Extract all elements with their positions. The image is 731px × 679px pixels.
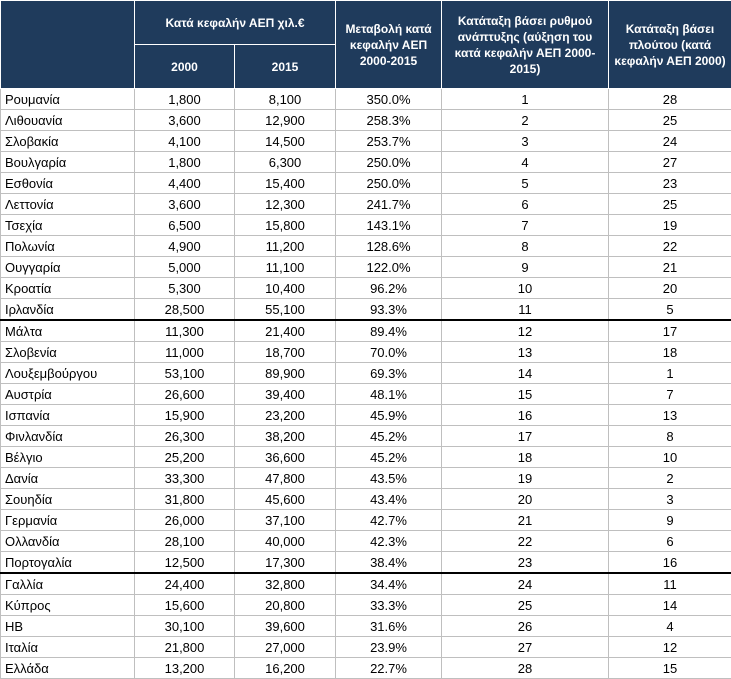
change-cell: 96.2% — [336, 278, 442, 299]
rank-wealth-cell: 11 — [609, 573, 731, 595]
rank-growth-cell: 21 — [442, 510, 609, 531]
gdp-2015-cell: 18,700 — [235, 342, 336, 363]
gdp-2015-cell: 40,000 — [235, 531, 336, 552]
rank-growth-cell: 5 — [442, 173, 609, 194]
country-cell: Βουλγαρία — [1, 152, 135, 173]
rank-wealth-cell: 21 — [609, 257, 731, 278]
gdp-2000-cell: 28,500 — [135, 299, 235, 321]
rank-growth-cell: 12 — [442, 320, 609, 342]
country-cell: ΗΒ — [1, 616, 135, 637]
rank-growth-cell: 9 — [442, 257, 609, 278]
country-cell: Πολωνία — [1, 236, 135, 257]
gdp-2015-cell: 38,200 — [235, 426, 336, 447]
table-row — [1, 552, 731, 574]
table-row — [1, 173, 731, 194]
gdp-2000-cell: 15,900 — [135, 405, 235, 426]
gdp-2015-cell: 6,300 — [235, 152, 336, 173]
rank-wealth-cell: 5 — [609, 299, 731, 321]
country-cell: Σουηδία — [1, 489, 135, 510]
gdp-2015-cell: 37,100 — [235, 510, 336, 531]
change-cell: 43.5% — [336, 468, 442, 489]
gdp-2015-cell: 12,300 — [235, 194, 336, 215]
gdp-2000-cell: 26,300 — [135, 426, 235, 447]
rank-wealth-cell: 24 — [609, 131, 731, 152]
rank-growth-cell: 11 — [442, 299, 609, 321]
gdp-2015-cell: 11,200 — [235, 236, 336, 257]
rank-wealth-cell: 10 — [609, 447, 731, 468]
gdp-2000-cell: 4,100 — [135, 131, 235, 152]
country-cell: Σλοβενία — [1, 342, 135, 363]
gdp-2000-cell: 3,600 — [135, 194, 235, 215]
rank-growth-cell: 22 — [442, 531, 609, 552]
header-year-2000: 2000 — [135, 45, 235, 89]
country-cell: Γερμανία — [1, 510, 135, 531]
country-cell: Ισπανία — [1, 405, 135, 426]
table-row — [1, 320, 731, 342]
gdp-2015-cell: 8,100 — [235, 89, 336, 110]
table-row — [1, 278, 731, 299]
rank-wealth-cell: 28 — [609, 89, 731, 110]
rank-growth-cell: 19 — [442, 468, 609, 489]
country-cell: Κροατία — [1, 278, 135, 299]
change-cell: 258.3% — [336, 110, 442, 131]
gdp-2015-cell: 14,500 — [235, 131, 336, 152]
country-cell: Ελλάδα — [1, 658, 135, 679]
change-cell: 241.7% — [336, 194, 442, 215]
table-row — [1, 299, 731, 321]
rank-wealth-cell: 27 — [609, 152, 731, 173]
change-cell: 31.6% — [336, 616, 442, 637]
change-cell: 93.3% — [336, 299, 442, 321]
rank-wealth-cell: 23 — [609, 173, 731, 194]
change-cell: 43.4% — [336, 489, 442, 510]
table-row — [1, 363, 731, 384]
rank-wealth-cell: 9 — [609, 510, 731, 531]
change-cell: 70.0% — [336, 342, 442, 363]
gdp-2000-cell: 25,200 — [135, 447, 235, 468]
change-cell: 250.0% — [336, 173, 442, 194]
gdp-2015-cell: 16,200 — [235, 658, 336, 679]
gdp-2000-cell: 3,600 — [135, 110, 235, 131]
country-cell: Γαλλία — [1, 573, 135, 595]
rank-wealth-cell: 7 — [609, 384, 731, 405]
header-change: Μεταβολή κατά κεφαλήν ΑΕΠ 2000-2015 — [336, 1, 442, 89]
country-cell: Ιταλία — [1, 637, 135, 658]
gdp-2000-cell: 28,100 — [135, 531, 235, 552]
change-cell: 42.7% — [336, 510, 442, 531]
change-cell: 38.4% — [336, 552, 442, 574]
table-row — [1, 510, 731, 531]
rank-wealth-cell: 1 — [609, 363, 731, 384]
rank-growth-cell: 24 — [442, 573, 609, 595]
rank-growth-cell: 13 — [442, 342, 609, 363]
rank-growth-cell: 14 — [442, 363, 609, 384]
rank-wealth-cell: 6 — [609, 531, 731, 552]
change-cell: 89.4% — [336, 320, 442, 342]
country-cell: Εσθονία — [1, 173, 135, 194]
table-row — [1, 215, 731, 236]
gdp-2000-cell: 1,800 — [135, 152, 235, 173]
rank-growth-cell: 7 — [442, 215, 609, 236]
table-row — [1, 489, 731, 510]
rank-wealth-cell: 25 — [609, 110, 731, 131]
country-cell: Λεττονία — [1, 194, 135, 215]
table-row — [1, 447, 731, 468]
rank-growth-cell: 16 — [442, 405, 609, 426]
rank-growth-cell: 17 — [442, 426, 609, 447]
table-row — [1, 637, 731, 658]
table-row — [1, 426, 731, 447]
header-rank-growth: Κατάταξη βάσει ρυθμού ανάπτυξης (αύξηση του κατά κεφαλήν ΑΕΠ 2000-2015) — [442, 1, 609, 89]
change-cell: 69.3% — [336, 363, 442, 384]
gdp-2000-cell: 24,400 — [135, 573, 235, 595]
rank-growth-cell: 4 — [442, 152, 609, 173]
country-cell: Βέλγιο — [1, 447, 135, 468]
change-cell: 45.9% — [336, 405, 442, 426]
gdp-2015-cell: 55,100 — [235, 299, 336, 321]
rank-growth-cell: 6 — [442, 194, 609, 215]
gdp-2000-cell: 13,200 — [135, 658, 235, 679]
gdp-2000-cell: 26,600 — [135, 384, 235, 405]
table-row — [1, 405, 731, 426]
table-row — [1, 89, 731, 110]
rank-growth-cell: 27 — [442, 637, 609, 658]
change-cell: 128.6% — [336, 236, 442, 257]
table-row — [1, 194, 731, 215]
table-row — [1, 658, 731, 679]
rank-wealth-cell: 14 — [609, 595, 731, 616]
change-cell: 33.3% — [336, 595, 442, 616]
change-cell: 48.1% — [336, 384, 442, 405]
country-cell: Μάλτα — [1, 320, 135, 342]
table-row — [1, 110, 731, 131]
gdp-2000-cell: 11,300 — [135, 320, 235, 342]
rank-wealth-cell: 4 — [609, 616, 731, 637]
country-cell: Πορτογαλία — [1, 552, 135, 574]
gdp-2015-cell: 39,400 — [235, 384, 336, 405]
gdp-2015-cell: 27,000 — [235, 637, 336, 658]
gdp-2015-cell: 15,400 — [235, 173, 336, 194]
rank-wealth-cell: 18 — [609, 342, 731, 363]
change-cell: 45.2% — [336, 447, 442, 468]
gdp-2000-cell: 21,800 — [135, 637, 235, 658]
gdp-2015-cell: 20,800 — [235, 595, 336, 616]
country-cell: Ουγγαρία — [1, 257, 135, 278]
change-cell: 350.0% — [336, 89, 442, 110]
gdp-2000-cell: 12,500 — [135, 552, 235, 574]
rank-growth-cell: 26 — [442, 616, 609, 637]
table-row — [1, 595, 731, 616]
rank-growth-cell: 15 — [442, 384, 609, 405]
gdp-2015-cell: 17,300 — [235, 552, 336, 574]
rank-wealth-cell: 17 — [609, 320, 731, 342]
rank-wealth-cell: 2 — [609, 468, 731, 489]
rank-growth-cell: 10 — [442, 278, 609, 299]
gdp-2015-cell: 36,600 — [235, 447, 336, 468]
change-cell: 253.7% — [336, 131, 442, 152]
gdp-2015-cell: 10,400 — [235, 278, 336, 299]
gdp-2015-cell: 45,600 — [235, 489, 336, 510]
country-cell: Ρουμανία — [1, 89, 135, 110]
rank-wealth-cell: 25 — [609, 194, 731, 215]
rank-wealth-cell: 8 — [609, 426, 731, 447]
gdp-2000-cell: 31,800 — [135, 489, 235, 510]
gdp-2000-cell: 15,600 — [135, 595, 235, 616]
gdp-2015-cell: 23,200 — [235, 405, 336, 426]
rank-growth-cell: 20 — [442, 489, 609, 510]
gdp-2000-cell: 6,500 — [135, 215, 235, 236]
change-cell: 122.0% — [336, 257, 442, 278]
gdp-2015-cell: 21,400 — [235, 320, 336, 342]
country-cell: Αυστρία — [1, 384, 135, 405]
header-rank-wealth: Κατάταξη βάσει πλούτου (κατά κεφαλήν ΑΕΠ 2000) — [609, 1, 731, 89]
table-row — [1, 384, 731, 405]
table-row — [1, 573, 731, 595]
rank-growth-cell: 8 — [442, 236, 609, 257]
table-row — [1, 616, 731, 637]
change-cell: 34.4% — [336, 573, 442, 595]
country-cell: Λουξεμβούργου — [1, 363, 135, 384]
gdp-2015-cell: 47,800 — [235, 468, 336, 489]
change-cell: 250.0% — [336, 152, 442, 173]
table-body — [1, 89, 731, 679]
rank-wealth-cell: 13 — [609, 405, 731, 426]
table-header — [1, 1, 731, 89]
country-cell: Φινλανδία — [1, 426, 135, 447]
gdp-2000-cell: 11,000 — [135, 342, 235, 363]
rank-growth-cell: 3 — [442, 131, 609, 152]
table-row — [1, 152, 731, 173]
header-gdp-group: Κατά κεφαλήν ΑΕΠ χιλ.€ — [135, 1, 336, 45]
gdp-2000-cell: 1,800 — [135, 89, 235, 110]
gdp-2015-cell: 11,100 — [235, 257, 336, 278]
gdp-2015-cell: 39,600 — [235, 616, 336, 637]
rank-wealth-cell: 16 — [609, 552, 731, 574]
rank-wealth-cell: 12 — [609, 637, 731, 658]
gdp-2000-cell: 53,100 — [135, 363, 235, 384]
table-row — [1, 131, 731, 152]
change-cell: 143.1% — [336, 215, 442, 236]
country-cell: Τσεχία — [1, 215, 135, 236]
header-country-cell — [1, 1, 135, 89]
rank-wealth-cell: 19 — [609, 215, 731, 236]
table-row — [1, 468, 731, 489]
rank-growth-cell: 23 — [442, 552, 609, 574]
gdp-2000-cell: 5,000 — [135, 257, 235, 278]
table-row — [1, 257, 731, 278]
gdp-2015-cell: 15,800 — [235, 215, 336, 236]
gdp-2015-cell: 32,800 — [235, 573, 336, 595]
rank-wealth-cell: 20 — [609, 278, 731, 299]
country-cell: Λιθουανία — [1, 110, 135, 131]
country-cell: Ολλανδία — [1, 531, 135, 552]
change-cell: 45.2% — [336, 426, 442, 447]
gdp-2000-cell: 30,100 — [135, 616, 235, 637]
rank-wealth-cell: 22 — [609, 236, 731, 257]
gdp-2015-cell: 12,900 — [235, 110, 336, 131]
change-cell: 42.3% — [336, 531, 442, 552]
gdp-2000-cell: 33,300 — [135, 468, 235, 489]
rank-growth-cell: 2 — [442, 110, 609, 131]
header-year-2015: 2015 — [235, 45, 336, 89]
rank-growth-cell: 18 — [442, 447, 609, 468]
rank-wealth-cell: 15 — [609, 658, 731, 679]
change-cell: 22.7% — [336, 658, 442, 679]
table-row — [1, 342, 731, 363]
change-cell: 23.9% — [336, 637, 442, 658]
country-cell: Σλοβακία — [1, 131, 135, 152]
country-cell: Δανία — [1, 468, 135, 489]
gdp-2000-cell: 26,000 — [135, 510, 235, 531]
table-row — [1, 531, 731, 552]
country-cell: Κύπρος — [1, 595, 135, 616]
gdp-2000-cell: 4,900 — [135, 236, 235, 257]
country-cell: Ιρλανδία — [1, 299, 135, 321]
gdp-2000-cell: 4,400 — [135, 173, 235, 194]
gdp-2000-cell: 5,300 — [135, 278, 235, 299]
rank-wealth-cell: 3 — [609, 489, 731, 510]
table-row — [1, 236, 731, 257]
rank-growth-cell: 1 — [442, 89, 609, 110]
gdp-2015-cell: 89,900 — [235, 363, 336, 384]
rank-growth-cell: 25 — [442, 595, 609, 616]
rank-growth-cell: 28 — [442, 658, 609, 679]
